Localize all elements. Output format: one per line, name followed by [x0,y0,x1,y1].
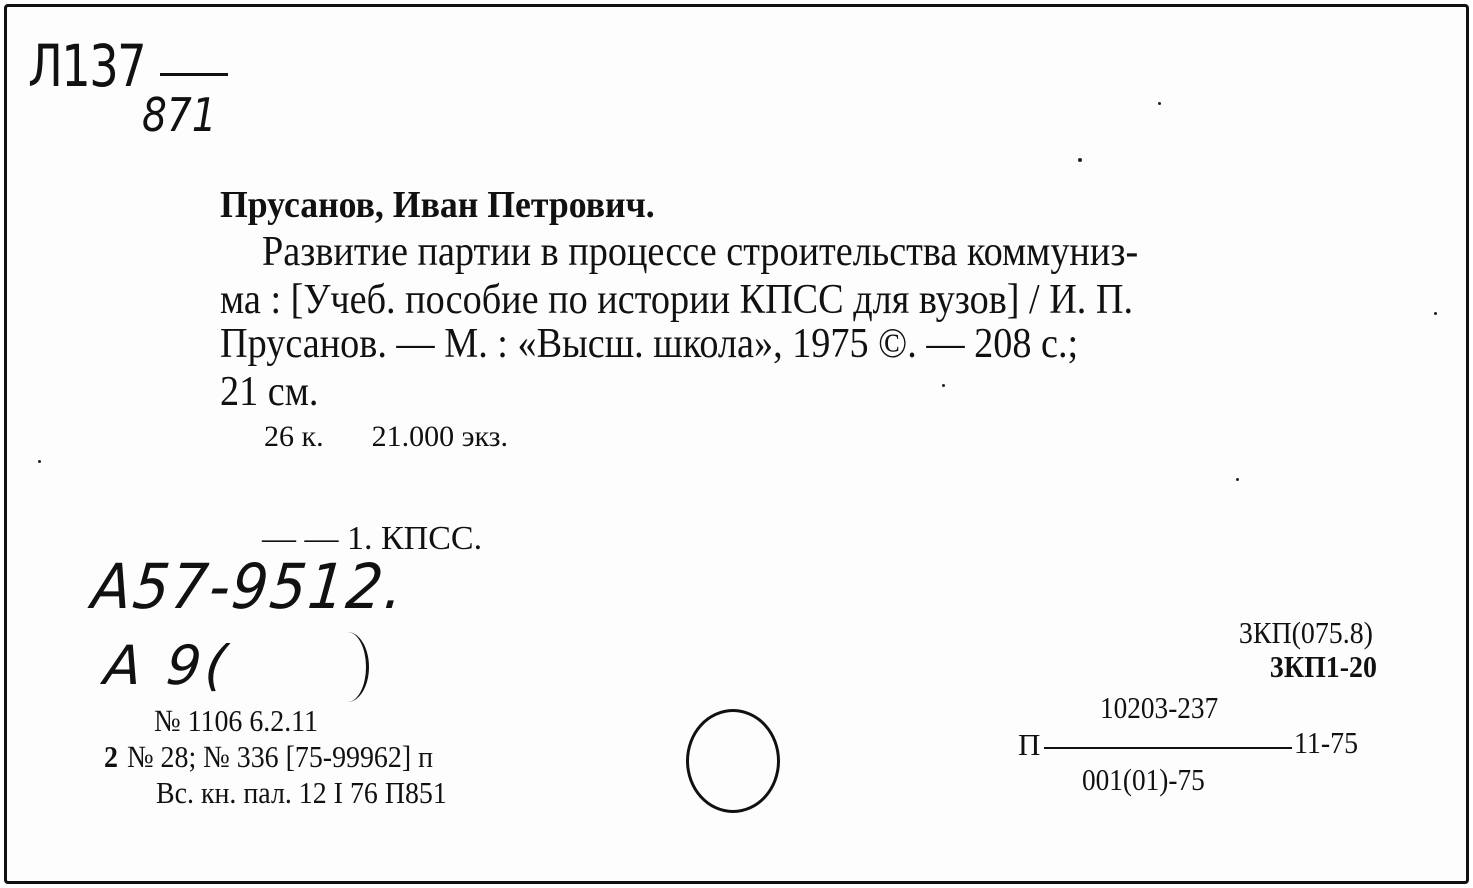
shelf-mark-2: А 9( [101,634,234,697]
description-line-2: ма : [Учеб. пособие по истории КПСС для вузов] / И. П. [220,277,1134,323]
subject-heading: — — 1. КПСС. [262,520,483,557]
price: 26 к. [264,420,324,453]
print-run: 21.000 экз. [371,420,508,453]
description-line-4: 21 см. [220,369,319,415]
speck [1434,312,1437,315]
registry-line-2 [104,739,433,775]
author-heading: Прусанов, Иван Петрович. [220,184,655,226]
description-line-1: Развитие партии в процессе строительства коммуниз- [262,229,1139,275]
classification-numerator: 10203-237 [1100,690,1219,725]
classification-suffix: 11-75 [1294,725,1359,760]
shelf-mark-bracket [326,632,369,702]
classification-denominator: 001(01)-75 [1082,762,1205,797]
price-line [264,420,508,454]
classification-line-2: 3КП1-20 [1269,649,1377,684]
call-number-top: Л137 [28,32,146,100]
shelf-mark-1: А57-9512. [88,550,409,623]
registry-line-3: Вс. кн. пал. 12 I 76 П851 [156,775,447,810]
speck [38,460,41,463]
classification-line-1: 3КП(075.8) [1238,615,1373,650]
registry-lead: 2 [104,739,118,774]
speck [1236,478,1239,481]
classification-prefix: П [1018,727,1041,762]
classification-fraction-bar [1044,747,1292,749]
speck [1078,158,1082,162]
registry-line-2-text: № 28; № 336 [75-99962] п [126,739,434,774]
call-number-bottom: 871 [142,88,217,142]
description-line-3: Прусанов. — М. : «Высш. школа», 1975 ©. — 208 с.; [220,321,1079,367]
registry-line-1: № 1106 6.2.11 [154,703,319,738]
call-number-divider [160,73,228,76]
speck [942,384,945,387]
speck [1158,102,1161,105]
stamp-circle [686,709,780,813]
